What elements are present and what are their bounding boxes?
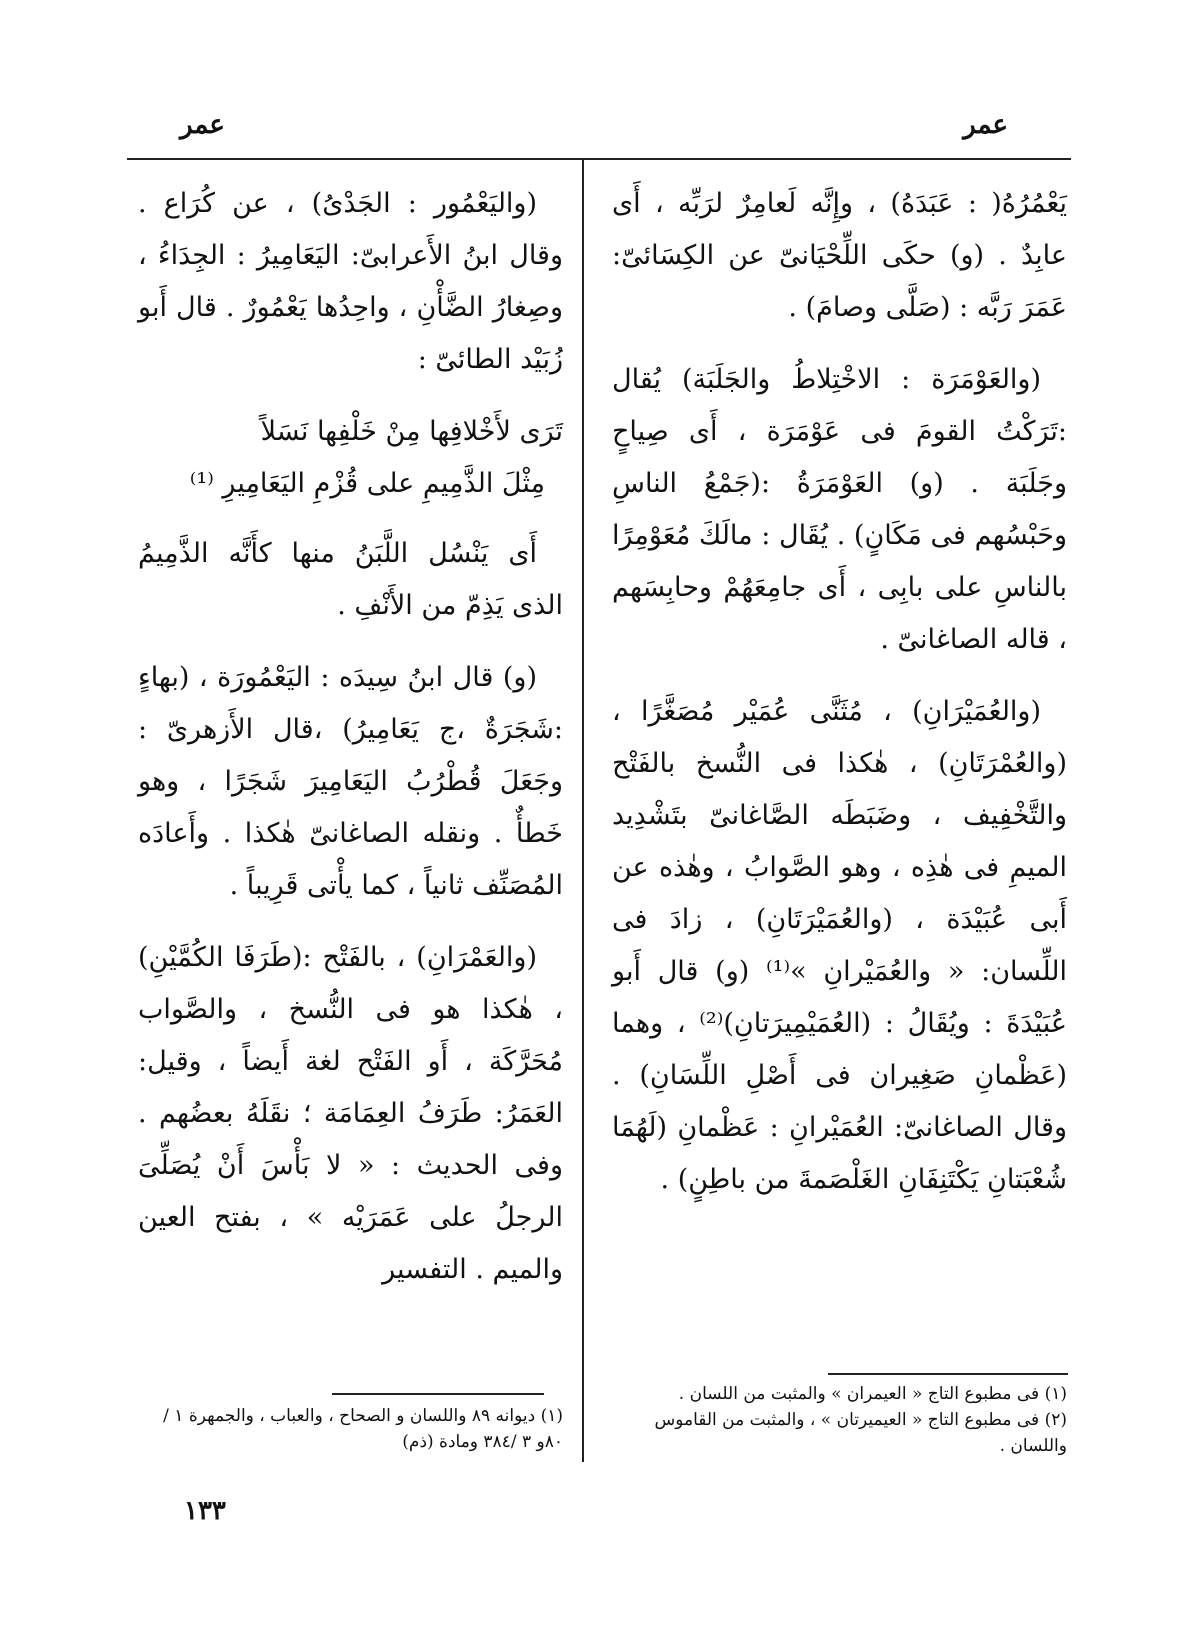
footnotes-right <box>612 1381 1067 1459</box>
poetry-verse <box>138 406 563 510</box>
right-paragraph-3: (والعُمَيْرَانِ) ، مُثَنَّى عُمَيْر مُصَغَّرًا ، (والعُمْرَتَانِ) ، هٰكذا فى النُّسخ بالفَتْح والتَّخْفِيف ، وضَبَطَه الصَّاغانىّ بتَشْدِيد الميمِ فى هٰذِه ، وهو الصَّوابُ ، وهٰذه عن أَبى عُبَيْدَة ، (والعُمَيْرَتَانِ) ، زادَ فى اللِّسان: « والعُمَيْرانِ »⁽¹⁾ (و) قال أَبو عُبَيْدَةَ : ويُقَالُ : (العُمَيْمِيرَتانِ)⁽²⁾ ، وهما (عَظْمانِ صَغِيران فى أَصْلِ اللِّسَانِ) . وقال الصاغانىّ: العُمَيْرانِ : عَظْمانِ (لَهُمَا شُعْبَتانِ يَكْتَنِفَانِ الغَلْصَمةَ من باطِنٍ) . <box>612 696 1067 1195</box>
right-paragraph-2: (والعَوْمَرَة : الاخْتِلاطُ والجَلَبَة) يُقال :تَرَكْتُ القومَ فى عَوْمَرَة ، أَى صِياحٍ وجَلَبَة . (و) العَوْمَرَةُ :(جَمْعُ الناسِ وحَبْسُهم فى مَكَانٍ) . يُقَال : مالَكَ مُعَوْمِرًا بالناسِ على بابِى ، أَى جامِعَهُمْ وحابِسَهم ، قاله الصاغانىّ . <box>612 364 1067 655</box>
header-rule <box>127 158 1071 160</box>
footnote-right-2: (٢) فى مطبوع التاج « العيميرتان » ، والمثبت من القاموس واللسان . <box>654 1410 1067 1456</box>
footnote-rule-left <box>332 1393 544 1395</box>
left-paragraph-4: (والعَمْرَانِ) ، بالفَتْح :(طَرَفَا الكُمَّيْنِ) ، هٰكذا هو فى النُّسخ ، والصَّواب مُحَرَّكَة ، أَو الفَتْح لغة أَيضاً ، وقيل: العَمَرُ: طَرَفُ العِمَامَة ؛ نقَلَهُ بعضُهم . وفى الحديث : « لا بَأْسَ أَنْ يُصَلِّىَ الرجلُ على عَمَرَيْه » ، بفتح العين والميم . التفسير <box>138 942 563 1285</box>
page-number: ١٣٣ <box>184 1496 226 1526</box>
left-paragraph-3: (و) قال ابنُ سِيدَه : اليَعْمُورَة ، (بهاءٍ :شَجَرَةٌ ،ج يَعَامِيرُ) ،قال الأَزهرىّ : وجَعَلَ قُطْرُبُ اليَعَامِيرَ شَجَرًا ، وهو خَطأٌ . ونقله الصاغانىّ هٰكذا . وأَعادَه المُصَنِّف ثانياً ، كما يأْتى قَرِيباً . <box>138 662 563 901</box>
footnote-rule-right <box>828 1373 1068 1375</box>
verse-line-1: تَرَى لأَخْلافِها مِنْ خَلْفِها نَسَلاً <box>260 416 563 447</box>
left-column <box>138 178 563 1316</box>
running-header-left: عمر <box>180 110 225 140</box>
right-column <box>612 178 1067 1226</box>
left-paragraph-2: أَى يَنْسُل اللَّبَنُ منها كأَنَّه الذَّمِيمُ الذى يَذِمّ من الأَنْفِ . <box>138 538 563 621</box>
right-paragraph-1: يَعْمُرُهُ( : عَبَدَهُ) ، وإِنَّه لَعامِرٌ لرَبِّه ، أَى عابِدٌ . (و) حكَى اللِّحْيَانىّ عن الكِسَائىّ: عَمَرَ رَبَّه : (صَلَّى وصامَ) . <box>612 188 1067 323</box>
column-divider <box>582 160 584 1462</box>
footnote-right-1: (١) فى مطبوع التاج « العيمران » والمثبت من اللسان . <box>678 1384 1067 1404</box>
verse-line-2: مِثْلَ الذَّمِيمِ على قُزْمِ اليَعَامِيرِ ⁽¹⁾ <box>189 468 545 499</box>
left-paragraph-1: (واليَعْمُور : الجَدْىُ) ، عن كُرَاع . وقال ابنُ الأَعرابىّ: اليَعَامِيرُ : الجِدَاءُ ، وصِغارُ الضَّأْنِ ، واحِدُها يَعْمُورٌ . قال أَبو زُبَيْد الطائىّ : <box>138 188 563 375</box>
footnotes-left <box>138 1403 563 1455</box>
footnote-left-1: (١) ديوانه ٨٩ واللسان و الصحاح ، والعباب ، والجمهرة ١ / ٨٠و ٣ /٣٨٤ ومادة (ذم) <box>163 1406 563 1452</box>
running-header-right: عمر <box>963 110 1008 140</box>
